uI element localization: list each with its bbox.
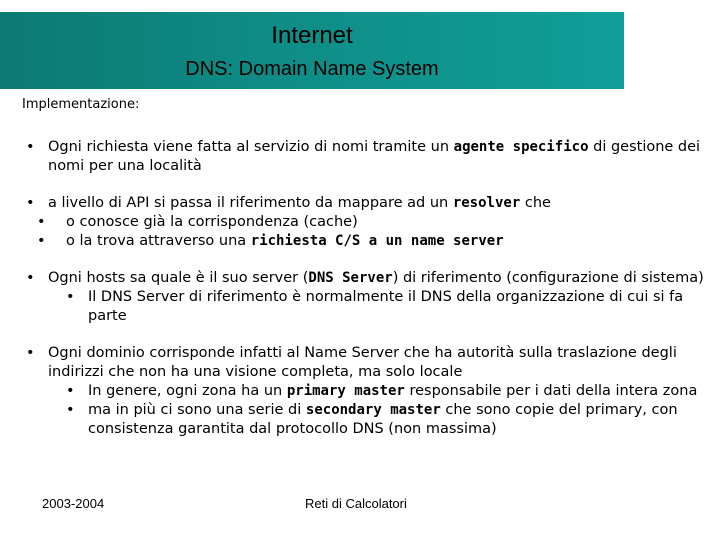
sub-bullet: • ma in più ci sono una serie di secondary master che sono copie del primary, con consistenza garantita dal protocollo DNS (non massima) [66,402,678,437]
footer-year: 2003-2004 [42,496,105,511]
bullet-item: • a livello di API si passa il riferimento da mappare ad un resolver che • o conosce già la corrispondenza (cache) • o la trova attraverso una richiesta C/S a un name server [26,194,706,251]
sub-bullet: • o la trova attraverso una richiesta C/S a un name server [37,233,504,249]
bullet-item: • Ogni dominio corrisponde infatti al Name Server che ha autorità sulla traslazione degli indirizzi che non ha una visione completa, ma solo locale • In genere, ogni zona ha un primary master responsabile per i dati della intera zona • ma in più ci sono una serie di secondary master che sono copie del primary, con consistenza garantita dal protocollo DNS (non massima) [26,344,706,439]
sub-bullet-dot-icon: • [37,233,46,249]
sub-bullet-dot-icon: • [66,383,75,399]
bullet-dot-icon: • [26,195,35,211]
intro-text: Implementazione: [22,97,140,112]
sub-bullet-dot-icon: • [66,289,75,305]
sub-bullet: • Il DNS Server di riferimento è normalmente il DNS della organizzazione di cui si fa parte [66,289,684,324]
bullet-item: • Ogni hosts sa quale è il suo server (DNS Server) di riferimento (configurazione di sistema) • Il DNS Server di riferimento è normalmente il DNS della organizzazione di cui si fa parte [26,269,706,326]
bullet-dot-icon: • [26,345,35,361]
bullet-list [26,138,706,457]
footer-course: Reti di Calcolatori [305,496,407,511]
slide-title: Internet [271,22,353,49]
sub-bullet: • o conosce già la corrispondenza (cache) [37,214,358,230]
sub-bullet-dot-icon: • [37,214,46,230]
bullet-dot-icon: • [26,139,35,155]
sub-bullet-dot-icon: • [66,402,75,418]
bullet-item: • Ogni richiesta viene fatta al servizio di nomi tramite un agente specifico di gestione dei nomi per una località [26,139,701,174]
sub-bullet: • In genere, ogni zona ha un primary master responsabile per i dati della intera zona [66,383,698,399]
slide-subtitle: DNS: Domain Name System [185,58,439,80]
bullet-dot-icon: • [26,270,35,286]
